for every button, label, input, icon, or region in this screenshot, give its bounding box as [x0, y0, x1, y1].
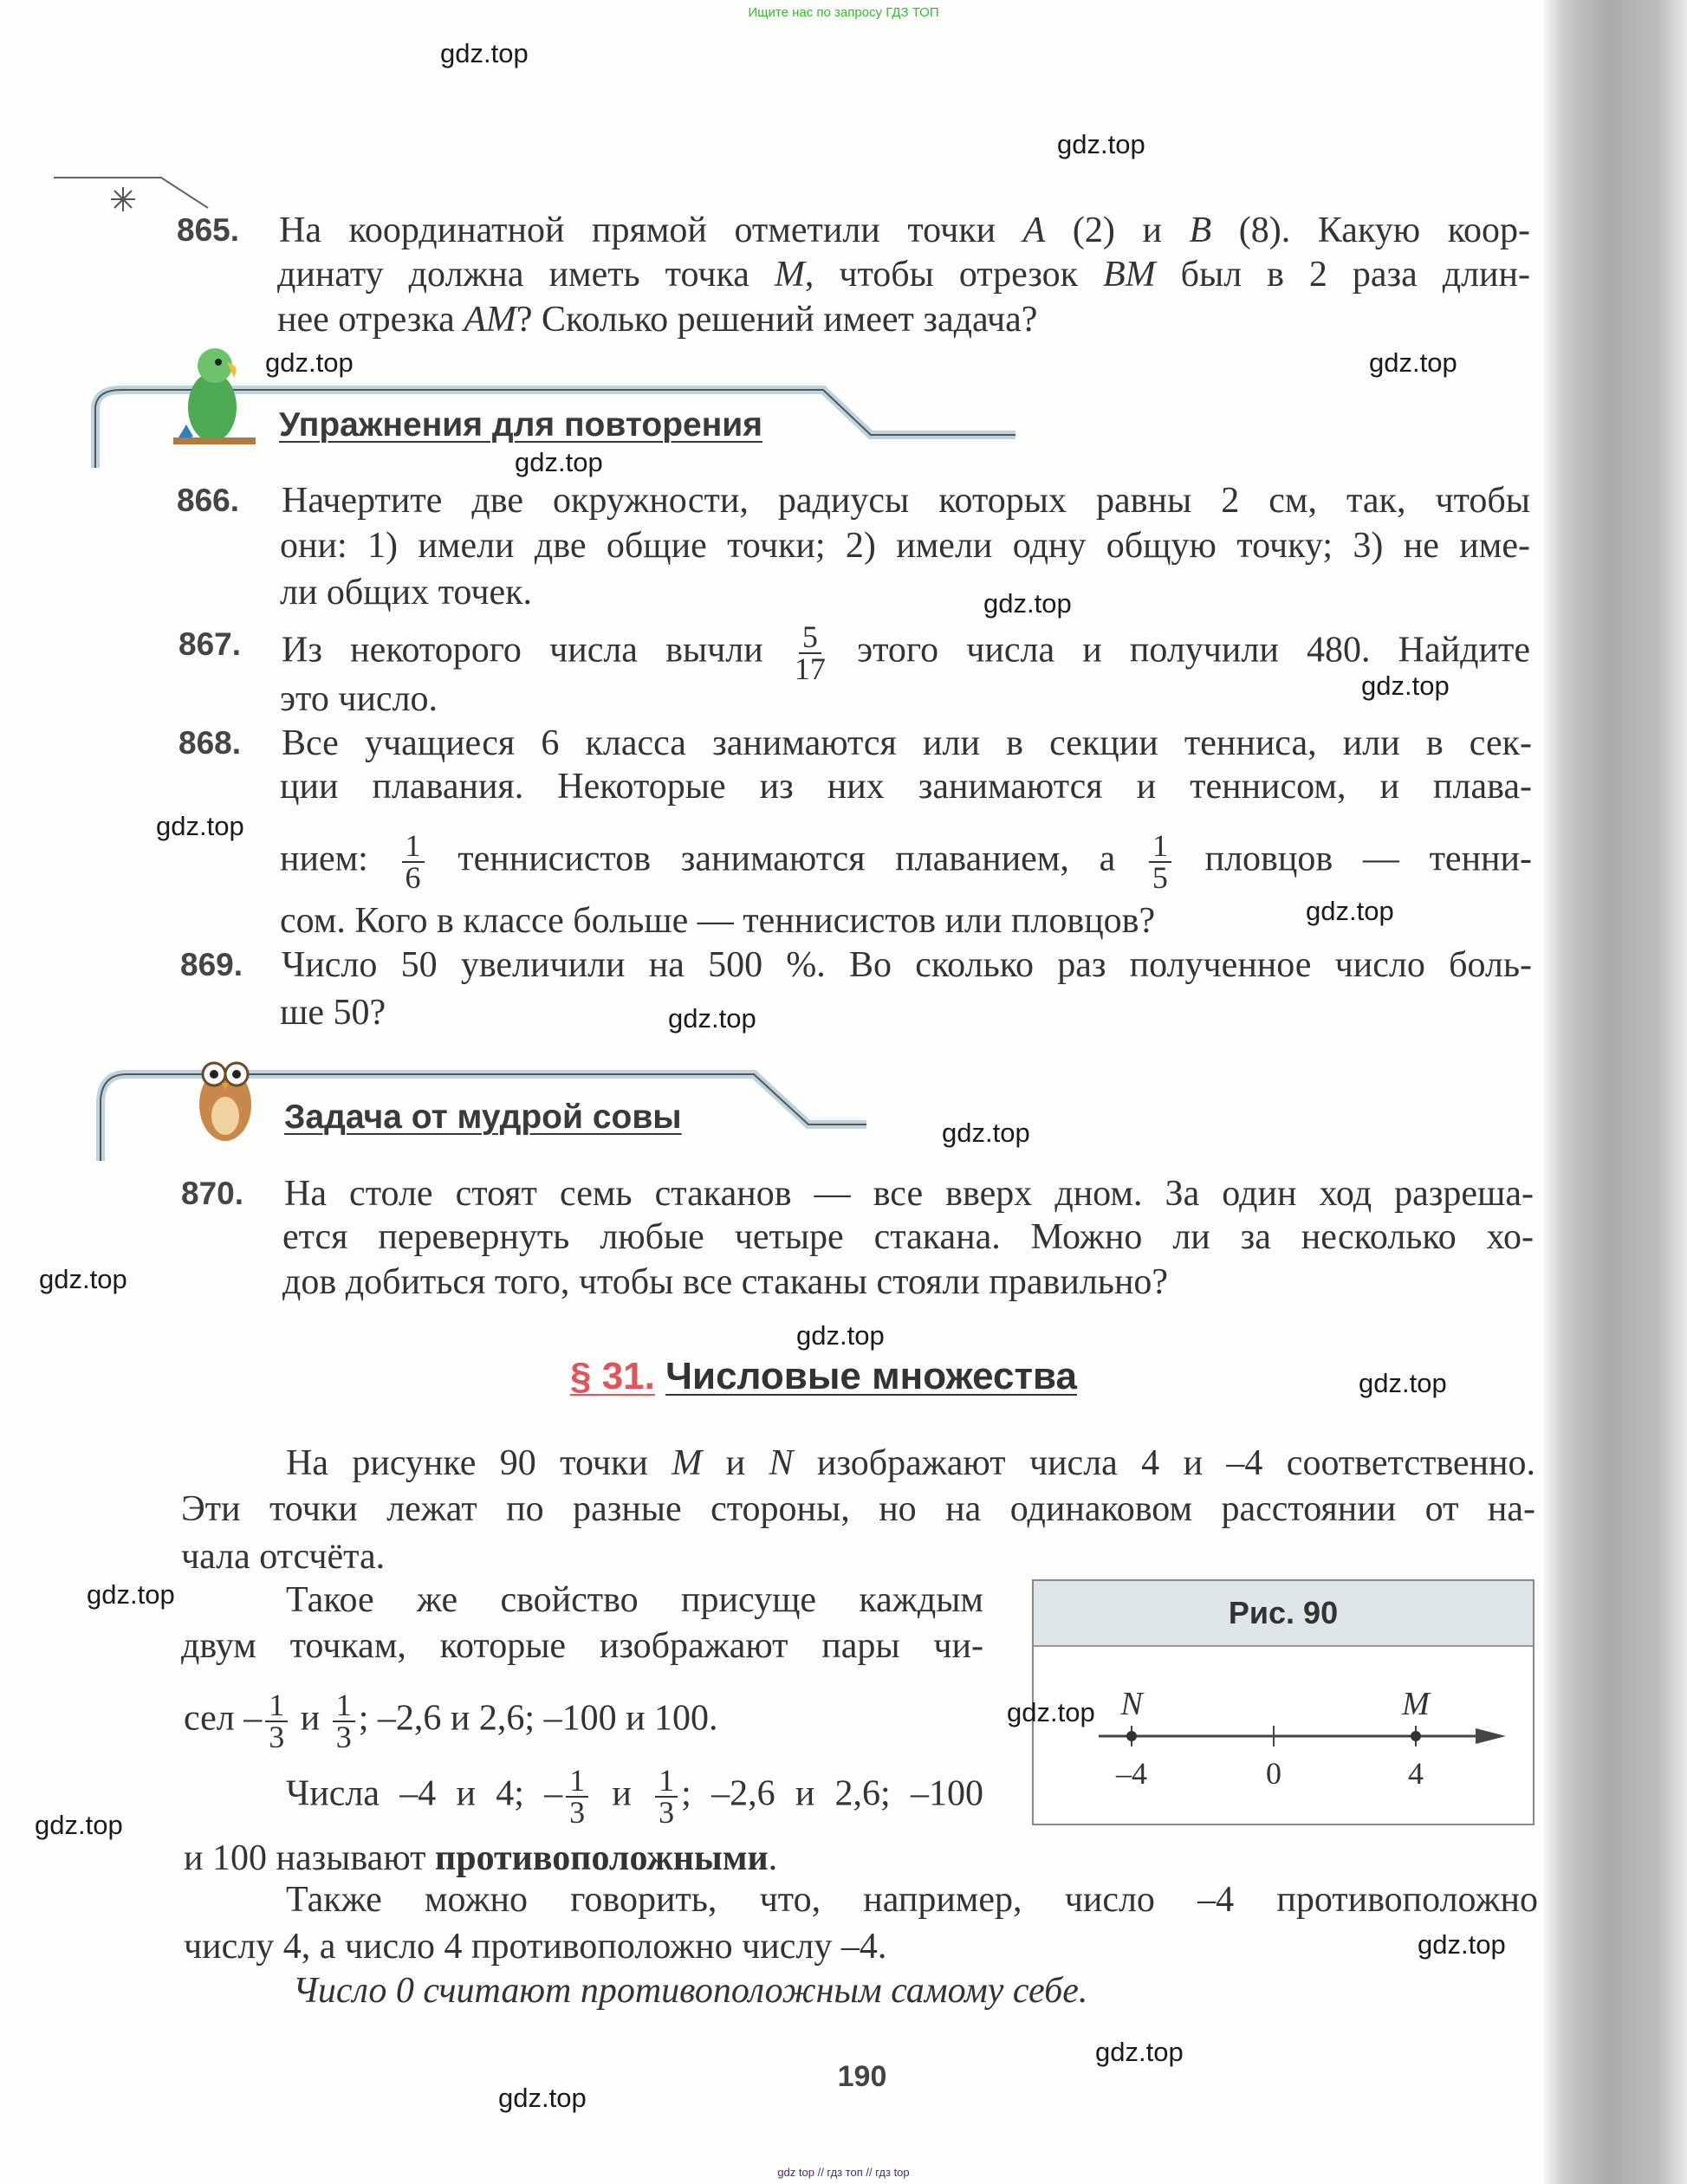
text-line [184, 1924, 886, 1969]
watermark: gdz.top [796, 1320, 885, 1351]
watermark: gdz.top [1359, 1368, 1447, 1398]
text-line [280, 764, 1532, 809]
text-line [282, 1260, 1534, 1305]
text-line [286, 1578, 983, 1623]
text-line [286, 1877, 1538, 1922]
text-line [293, 1968, 1087, 2013]
figure-90 [1032, 1579, 1535, 1825]
tick-label: 4 [1408, 1756, 1424, 1791]
top-divider [54, 178, 208, 208]
section-heading: Числовые множества [665, 1355, 1077, 1397]
problem-number: 865. [177, 212, 240, 248]
numerator: 1 [655, 1766, 678, 1798]
owl-icon [199, 1063, 251, 1141]
section-title [570, 1354, 1077, 1399]
text-run: (2) и [1045, 211, 1190, 250]
watermark: gdz.top [515, 447, 603, 477]
text-line [277, 297, 1530, 342]
text-run: . [768, 1838, 778, 1878]
text-line [282, 1215, 1534, 1260]
text-line [184, 1688, 718, 1754]
fraction [794, 619, 826, 686]
text-line [280, 677, 1530, 722]
page-number: 190 [837, 2060, 887, 2093]
text-run: был в 2 раза длин- [1155, 255, 1530, 295]
text-run: Числа –4 и 4; – [286, 1773, 563, 1814]
text-run: числу 4, а число 4 противоположно числу –4. [184, 1927, 887, 1967]
watermark: gdz.top [1057, 129, 1145, 159]
tick-label: –4 [1116, 1756, 1147, 1791]
text-run: пловцов — тенни- [1174, 839, 1532, 879]
text-line [284, 1171, 1534, 1216]
fraction [333, 1690, 355, 1753]
fraction [655, 1763, 678, 1830]
parrot-icon [173, 348, 256, 444]
numerator: 1 [402, 831, 425, 863]
text-run: , чтобы отрезок [804, 255, 1104, 295]
text-run: На координатной прямой отметили точки [279, 211, 1023, 250]
text-run: сел – [184, 1698, 263, 1739]
watermark: gdz.top [87, 1579, 175, 1610]
text-run: дов добиться того, чтобы все стаканы стояли правильно? [282, 1262, 1169, 1302]
problem-number: 869. [180, 947, 243, 982]
text-run: динату должна иметь точка [277, 255, 775, 295]
watermark: gdz.top [265, 347, 354, 378]
text-run: Из некоторого числа вычли [282, 630, 791, 671]
watermark: gdz.top [942, 1118, 1030, 1148]
denominator: 6 [405, 860, 421, 895]
watermark: gdz.top [668, 1003, 756, 1034]
fraction [402, 828, 425, 895]
watermark: gdz.top [1095, 2037, 1184, 2067]
watermark: gdz.top [39, 1264, 127, 1294]
fraction [566, 1763, 588, 1830]
text-run: нее отрезка [277, 300, 464, 340]
bottom-promo-note: gdz top // гдз топ // гдз top [777, 2166, 910, 2179]
point-dot [1126, 1731, 1137, 1741]
watermark: gdz.top [1369, 347, 1457, 378]
text-run: теннисистов занимаются плаванием, а [427, 839, 1145, 879]
bold-term: противоположными [435, 1838, 769, 1878]
italic-text: BM [1103, 255, 1156, 295]
wise-owl-header: Задача от мудрой совы [284, 1098, 682, 1136]
italic-text: AM [464, 300, 516, 340]
text-run: ли общих точек. [280, 573, 533, 612]
text-run: (8). Какую коор- [1211, 211, 1530, 250]
fraction [265, 1690, 288, 1753]
number-line [1034, 1647, 1533, 1825]
watermark: gdz.top [498, 2083, 587, 2113]
watermark: gdz.top [1361, 671, 1450, 701]
italic-text: M [774, 255, 805, 295]
denominator: 3 [335, 1720, 352, 1754]
text-line [181, 1487, 1535, 1532]
text-line [282, 721, 1532, 766]
denominator: 17 [794, 651, 826, 686]
section-number: § 31. [570, 1355, 655, 1397]
text-run: этого числа и получили 480. Найдите [828, 630, 1530, 671]
text-run: это число. [280, 679, 438, 719]
text-line [181, 1534, 385, 1579]
text-line [280, 523, 1530, 568]
denominator: 5 [1152, 860, 1168, 895]
point-dot [1411, 1731, 1421, 1741]
text-run: и [291, 1698, 329, 1739]
text-line [280, 570, 1530, 615]
text-run: ; –2,6 и 2,6; –100 [681, 1773, 983, 1814]
text-run: Такое же свойство присуще каждым [286, 1580, 983, 1620]
point-label: M [1402, 1686, 1430, 1722]
denominator: 3 [569, 1795, 586, 1830]
watermark: gdz.top [440, 38, 529, 68]
text-run: и [592, 1773, 652, 1814]
text-line [282, 943, 1532, 988]
text-line [181, 1623, 983, 1669]
tick-label: 0 [1266, 1756, 1281, 1791]
text-run: сом. Кого в классе больше — теннисистов или пловцов? [280, 901, 1156, 941]
watermark: gdz.top [35, 1810, 123, 1840]
watermark: gdz.top [156, 811, 244, 841]
text-run: На столе стоят семь стаканов — все вверх дном. За один ход разреша- [284, 1174, 1534, 1214]
text-line [282, 478, 1530, 523]
text-line [184, 1836, 777, 1881]
italic-text: N [769, 1443, 794, 1483]
text-line [277, 252, 1530, 297]
text-run: Число 50 увеличили на 500 %. Во сколько раз полученное число боль- [282, 945, 1532, 985]
text-run: На рисунке 90 точки [286, 1443, 672, 1483]
text-run: Все учащиеся 6 класса занимаются или в секции тенниса, или в сек- [282, 723, 1532, 763]
axis-arrow [1476, 1728, 1506, 1744]
problem-number: 867. [178, 626, 242, 662]
text-run: чала отсчёта. [181, 1537, 386, 1577]
denominator: 3 [269, 1720, 285, 1754]
text-run: нием: [280, 839, 399, 879]
denominator: 3 [659, 1795, 675, 1830]
problem-number: 870. [181, 1176, 244, 1211]
numerator: 1 [265, 1690, 288, 1722]
text-run: ; –2,6 и 2,6; –100 и 100. [358, 1698, 718, 1739]
point-label: N [1120, 1686, 1143, 1722]
italic-text: A [1022, 211, 1046, 250]
numerator: 5 [799, 622, 821, 654]
problem-number: 868. [178, 725, 242, 761]
text-run: ? Сколько решений имеет задача? [516, 300, 1038, 340]
numerator: 1 [1149, 831, 1171, 863]
top-promo-note: Ищите нас по запросу ГДЗ ТОП [748, 5, 939, 20]
text-line [286, 1441, 1535, 1486]
text-run: двум точкам, которые изображают пары чи- [181, 1626, 983, 1666]
figure-title: Рис. 90 [1034, 1581, 1533, 1647]
text-run: ется перевернуть любые четыре стакана. Можно ли за несколько хо- [282, 1217, 1534, 1257]
text-line [279, 208, 1530, 253]
fraction [1149, 828, 1171, 895]
text-run: и [702, 1443, 769, 1483]
numerator: 1 [333, 1690, 355, 1722]
problem-number: 866. [177, 483, 240, 518]
text-run: изображают числа 4 и –4 соответственно. [793, 1443, 1536, 1483]
watermark: gdz.top [1007, 1697, 1095, 1727]
text-run: и 100 называют [184, 1838, 436, 1878]
text-run: Также можно говорить, что, например, число –4 противоположно [286, 1880, 1538, 1920]
italic-text: Число 0 считают противоположным самому себе. [293, 1971, 1088, 2011]
text-run: ше 50? [280, 993, 386, 1033]
italic-text: M [672, 1443, 703, 1483]
text-run: они: 1) имели две общие точки; 2) имели одну общую точку; 3) не име- [280, 526, 1530, 566]
text-line [286, 1763, 983, 1830]
text-line [280, 828, 1532, 895]
watermark: gdz.top [983, 588, 1072, 619]
numerator: 1 [566, 1766, 588, 1798]
text-line [280, 990, 1532, 1035]
watermark: gdz.top [1418, 1929, 1506, 1960]
italic-text: B [1189, 211, 1212, 250]
star-icon [111, 187, 135, 211]
text-run: Эти точки лежат по разные стороны, но на одинаковом расстоянии от на- [181, 1489, 1535, 1529]
text-run: Начертите две окружности, радиусы которых равны 2 см, так, чтобы [282, 481, 1530, 521]
watermark: gdz.top [1306, 896, 1394, 926]
text-run: ции плавания. Некоторые из них занимаются и теннисом, и плава- [280, 767, 1532, 807]
repeat-exercises-header: Упражнения для повторения [279, 406, 763, 444]
